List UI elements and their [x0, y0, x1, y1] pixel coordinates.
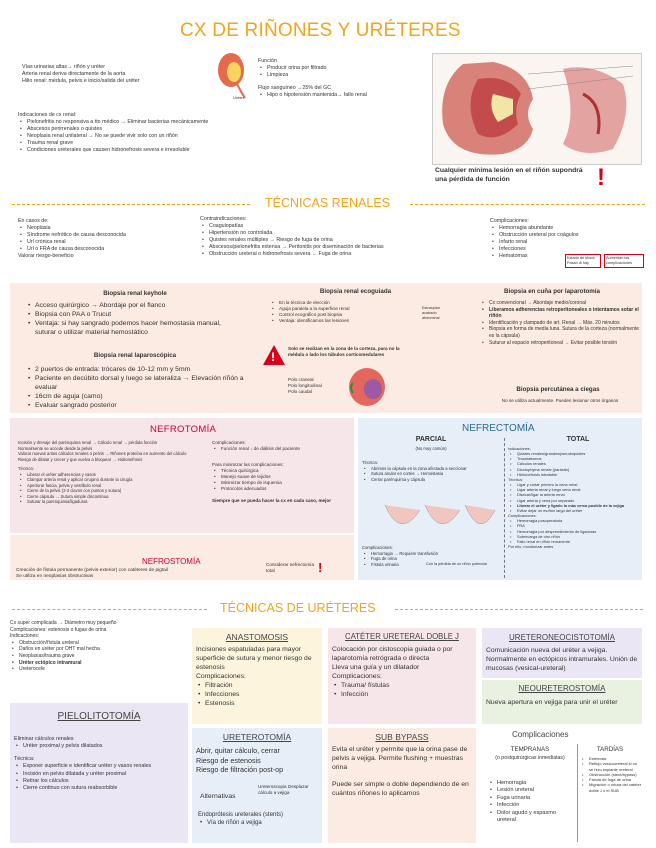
cat-item: • Infección [332, 691, 474, 700]
polo-craneal: Polo craneal [288, 377, 314, 382]
neu-title: NEOURETEROSTOMÍA [518, 684, 606, 693]
ureter-label: Uréter [233, 95, 245, 100]
anast-block [196, 646, 320, 709]
cuna-item: • Identificación y clampado de art. Renal → Máx. 20 minutos [480, 320, 640, 327]
ind-item: • Obstrucción/fístula ureteral [10, 640, 190, 647]
tecnica-title: Técnica: [18, 466, 34, 472]
cat-comp: Complicaciones: [332, 672, 382, 680]
contra-item: • Coagulopatías [200, 223, 490, 230]
nefrostomia-line: Se utiliza en neoplasias obstructivas [16, 574, 94, 580]
temp-item: • Hemorragia [488, 780, 574, 787]
urt-alt-note: Ureteroscopia Desplazar cálculo a vejiga [258, 784, 309, 796]
pielo-tec-item: • Incisión en pelvis dilatada y uréter proximal [14, 771, 184, 778]
comp-item: • Infecciones [490, 246, 640, 253]
tard-title: TARDÍAS [596, 746, 624, 753]
cateter-title: CATÉTER URETERAL DOBLE J [345, 632, 459, 641]
cat-item: • Trauma/ fístulas [332, 682, 474, 691]
temp-block [488, 780, 574, 824]
cuna-item: • Liberamos adherencias retroperitoneales o intentamos sotar el riñón [480, 307, 640, 320]
cat-text: Colocación por cistoscopia guiada o por laparotomía retrógrada o directa [332, 646, 453, 662]
contra-item: • Obstrucción ureteral o hidronefrosis severa → Fuga de orina [200, 251, 490, 258]
tec-item: • Ligar arteria y vena por separado [508, 498, 640, 503]
cuna-item: • Suturar al espacio retroperitoneal → Evitar posible torsión [480, 340, 640, 347]
casos-block [18, 218, 193, 260]
indicacion-item: • Abscesos perirrenales o quistes [18, 126, 428, 133]
parcial-title: PARCIAL [415, 436, 447, 443]
temp-item: • Fuga urinaria [488, 795, 574, 802]
polos [288, 377, 348, 395]
ciegas-text: No se utiliza actualmente. Pueden lesionar otros órganos [501, 398, 619, 403]
eco-warning: Solo se realizan en la zona de la corteza, para no la médula o lado los túbulos corticomedulares [288, 346, 400, 358]
warning-text: Cualquier mínima lesión en el riñón supondrá una pérdida de función [435, 167, 583, 183]
urt-block [196, 746, 321, 775]
tec-title: Técnica: [508, 476, 523, 482]
ind-title: Indicaciones: [10, 633, 40, 640]
eco-item: • Aguja paralela a la superficie renal [270, 306, 420, 312]
para-item: • Manejo suave de tejidos [212, 474, 352, 480]
divider [504, 438, 505, 578]
urt-text: Abrir, quitar cálculo, cerrar [196, 746, 280, 755]
tec-item: • Liberar el uréter y ligarlo lo más cerca posible de la vejiga [508, 503, 640, 508]
temp-item: • Infección [488, 802, 574, 809]
keyhole-item: • Acceso quirúrgico → Abordaje por el flanco [26, 302, 241, 311]
anast-item: • Filtración [196, 682, 320, 691]
neo-text: Comunicación nueva del uréter a vejiga. Normalmente en ectópicos intramurales. Unión de mucosas (vesical-ureteral) [486, 647, 638, 672]
cuna-item: • Biopsia en forma de media luna. Sutura de la corteza (normalmente es la cápsula) [480, 326, 640, 339]
caso-item: • Neoplasia [18, 225, 193, 232]
pielo-tec: Técnica: [14, 756, 35, 763]
indic-item: • Traumatismos [508, 456, 640, 461]
pielo-title: PIELOLITOTOMÍA [57, 711, 141, 722]
comp-title: Complicaciones: [490, 218, 529, 224]
tec-item: • Ligar y cortar primero la vena renal [508, 482, 640, 487]
indicacion-item: • Trauma renal grave [18, 140, 428, 147]
flujo-text: Flujo sanguíneo →25% del GC [258, 84, 332, 91]
indicacion-item: • Condiciones ureterales que causen hidronefrosis severa e irresoluble [18, 147, 428, 154]
caso-item: • Síndrome nefrótico de causa desconocida [18, 232, 193, 239]
caso-item: • Url o FRA de causa desconocida [18, 246, 193, 253]
indic-item: • Dioctophyma renale (parásito) [508, 467, 640, 472]
urt-endo-item: • Vía de riñón a vejiga [198, 820, 323, 828]
lap-title: Biopsia renal laparoscópica [93, 352, 177, 359]
nefrotomia-line: Valorar nuevas antes cálculos renales o pelvis → Riñones proteína en aumento del cálculo [18, 451, 187, 457]
lap-item: • Paciente en decúbito dorsal y luego se lateraliza → Elevación riñón a evaluar [26, 375, 251, 393]
para-item: • Minimizar tiempo de isquemia [212, 480, 352, 486]
cateter-block [332, 646, 474, 700]
nefrectomia-illustration [380, 500, 500, 542]
pielo-tec-item: • Exponer superficie e identificar uréter y vasos renales [14, 763, 184, 770]
para-item: • Técnica quirúrgica [212, 468, 352, 474]
sub-text: Evita el uréter y permite que la orina pase de pelvis a vejiga. Permite flushing + muestras orina [332, 746, 468, 771]
cat-text2: Lleva una guía y un dilatador [332, 663, 420, 671]
funcion-title: Función [258, 58, 277, 64]
tecnica-item: • Clampar arteria renal y aplicar cirujano durante la cirugía [18, 477, 203, 483]
tec-item: • Ligar arteria renal y luego vena renal [508, 487, 640, 492]
sub-block [332, 746, 474, 799]
nefrotomia-line: Normalmente se accede desde la pelvis [18, 445, 93, 451]
ciegas-title: Biopsia percutánea a ciegas [516, 386, 600, 393]
tecnica-item: • Cierre de la pelvis (2-3 clavos con puntos y sutura) [18, 488, 203, 494]
nefrostomia-line: Creación de fístula permanente (pelvis-exterior) con catéteres de pigtail [16, 568, 168, 573]
urt-text: Riesgo de estenosis [196, 755, 261, 765]
caso-item: • Url crónica renal [18, 239, 193, 246]
comp-item: • Obstrucción ureteral por coágulos [490, 232, 640, 239]
anast-text: Incisiones espatuladas para mayor superficie de sutura y menor riesgo de estenosis [196, 646, 312, 671]
cuna-note: Estrasplan acabado abdominal [422, 306, 440, 320]
comp-heading: Complicaciones [512, 730, 569, 739]
pielo-item: • Uréter proximal y pelvis dilatados [14, 743, 184, 750]
funcion-item: • Producir orina por filtrado [258, 65, 428, 72]
urt-endo: Endoprótesis ureterales (stents) [198, 812, 284, 818]
casos-title: En casos de: [18, 218, 49, 224]
pielo-tec-item: • Retirar los cálculos [14, 778, 184, 785]
page-title: CX DE RIÑONES Y URÉTERES [180, 20, 461, 41]
exclamation-icon: ! [318, 560, 323, 575]
indicacion-item: • Neoplasia renal unilateral → No se puede vivir solo con un riñón [18, 133, 428, 140]
tecnica-item: • Abrimos la cápsula en la zona afectada a seccionar [362, 466, 502, 472]
indic-item: • Quistes renales/grandes/pseudoquistes [508, 451, 640, 456]
tecnica-item: • Suturar la parenquimia/ligaduras [18, 499, 203, 505]
funcion-block [258, 58, 428, 99]
lap-item: • 16cm de aguja (camo) [26, 393, 251, 402]
kidney-anatomy-image [432, 53, 642, 165]
comp-item: • Fístula urinaria [362, 562, 502, 568]
eco-block [270, 300, 420, 324]
tard-item: • Obstrucción (stent/bypass) [580, 772, 642, 777]
comp-title: Complicaciones: [362, 545, 393, 550]
tecnica-item: • Liberar el uréter adherencias y vasos [18, 472, 203, 478]
keyhole-block [26, 302, 241, 338]
comp-item: • Hemorragia → Requiere transfusión [362, 551, 502, 557]
anast-title: ANASTOMOSIS [225, 632, 289, 642]
tecnica-item: • Sutura anular en cortes → Hemostasia [362, 471, 502, 477]
intro-line: Hilio renal: médula, pelvis e inicio/salida del uréter [22, 77, 140, 84]
sub-text2: Puede ser simple o doble dependiendo de en cuántos riñones lo aplicamos [332, 780, 469, 797]
keyhole-item: • Biopsia con PAA o Trucut [26, 311, 241, 320]
nefrotomia-line: Riesgo de dilatar y crecer y que vuelva a bloquear → Hidronefrosis [18, 456, 143, 462]
indic-item: • Hidronefrosis intratable [508, 472, 640, 477]
nefrotomia-heading: NEFROTOMÍA [150, 424, 217, 435]
casos-extra: Valorar riesgo-beneficio [18, 252, 74, 259]
para-item: • Protocolos adecuados [212, 486, 352, 492]
nefrectomia-heading: NEFRECTOMÍA [462, 423, 535, 434]
eco-title: Biopsia renal ecoguiada [319, 288, 392, 295]
eco-item: • Ventaja: identificamos las lesiones [270, 318, 420, 324]
comp-item: • Hemorragia abundante [490, 225, 640, 232]
nefrostomia-text [16, 568, 276, 581]
comp-note-line: Estado de shock [567, 256, 596, 260]
eco-item: • En la técnica de elección [270, 300, 420, 306]
temp-item: • Dolor agudo y espasmo ureteral [488, 810, 574, 825]
nefrotomia-lines [18, 440, 203, 505]
lap-item: • 2 puertos de entrada: trócares de 10-12 mm y 5mm [26, 366, 251, 375]
comp-title: Complicaciones: [212, 440, 246, 445]
comp-note [565, 254, 601, 268]
anast-item: • Infecciones [196, 691, 320, 700]
nefrotomia-line: Incisión y drenaje del parénquima renal → Cálculo renal → pérdida función [18, 440, 158, 445]
kidney-biopsy-illustration [345, 365, 395, 407]
tard-item: • Fístula de fuga de orina [580, 777, 642, 782]
pielo-block [14, 736, 184, 792]
cuna-title: Biopsia en cuña por laparotomía [504, 288, 600, 295]
pielo-line: Eliminar cálculos renales [14, 736, 74, 742]
cuna-item: • Cx convencional → Abordaje medio/coronal [480, 300, 640, 307]
urt-text: Riesgo de filtración post-op [196, 765, 284, 774]
lap-item: • Evaluar sangrado posterior [26, 402, 251, 411]
urt-title: URETEROTOMÍA [222, 732, 292, 742]
keyhole-item: • Ventaja: si hay sangrado podemos hacer hemostasia manual, suturar o utilizar material hemostático [26, 320, 241, 338]
parcial-tecnica [362, 460, 502, 482]
comp2-item: • Fallo renal en riñón remanente [508, 539, 640, 544]
urt-alt: Alternativas [200, 793, 236, 800]
intro-lines [22, 64, 222, 85]
indic-item: • Cálculos renales [508, 461, 640, 466]
contra-title: Contraindicaciones: [200, 216, 247, 222]
pielo-tec-item: • Cierre continuo con sutura reabsorbible [14, 785, 184, 792]
ind-item: • Uréter ectópico intramural [10, 660, 190, 667]
comp-item: • Fuga de orina [362, 556, 502, 562]
intro-line: Arteria renal deriva directamente de la aorta [22, 70, 126, 77]
nefrostomia-side: Considerar nefrectomía total [266, 562, 315, 574]
comp-note-line: Pasan dl hay [567, 261, 589, 265]
warning-mark: ! [271, 350, 275, 364]
tard-block [580, 756, 642, 793]
comp2-item: • Hemorragia posoperatoria [508, 518, 640, 523]
temp-item: • Lesión ureteral [488, 787, 574, 794]
tecnica-item: • Cerrar parénquima y cápsula [362, 477, 502, 483]
parcial-comp-note: Con la pérdida de un riñón potencial [426, 562, 488, 566]
funcion-item: • Limpieza [258, 72, 428, 79]
ind-item: • Ureterocele [10, 666, 190, 673]
tard-item: • Reflujo vesicoureteral si no se hizo implante ureteral [580, 761, 642, 772]
anast-comp: Complicaciones: [196, 672, 246, 680]
nefrotomia-comp [212, 440, 352, 505]
anast-item: • Estenosis [196, 700, 320, 709]
tec-item: • Evitar dejar un muñón largo del uréter [508, 508, 640, 513]
intro-line: Vías urinarias altas→ riñón y uréter [22, 64, 106, 70]
comp-item: • Hematomas [490, 253, 640, 260]
urt-endo-block [198, 812, 323, 828]
ureteres-line: Complicaciones: estenosis o fugas de orina [10, 626, 107, 633]
sub-title: SUB BYPASS [375, 732, 429, 742]
comp-item: • Infarto renal [490, 239, 640, 246]
total-title: TOTAL [566, 436, 590, 443]
eco-item: • Control ecográfico post biopsia [270, 312, 420, 318]
tec-item: • Disecar/ligar la arteria renal [508, 492, 640, 497]
comp2-item: • Sobrecarga de otro riñón [508, 534, 640, 539]
tecnica-item: • Cierre cápsula → Sutura simple discontinua [18, 494, 203, 500]
divider [410, 204, 645, 205]
section-heading-ureteres: TÉCNICAS DE URÉTERES [220, 601, 376, 615]
polo-caudal: Polo caudal [288, 389, 313, 395]
neu-text: Nueva apertura en vejiga para unir el uréter [486, 699, 618, 706]
lap-block [26, 366, 251, 411]
indic-title: Indicaciones: [508, 446, 531, 451]
tecnica-title: Técnica: [362, 460, 378, 465]
keyhole-title: Biopsia renal keyhole [103, 290, 167, 297]
flujo-item: • Hipo o hipotensión mantenida→ fallo renal [258, 92, 428, 99]
comp2-item: • Hemorragia por desprendimiento de ligaduras [508, 529, 640, 534]
divider [395, 609, 643, 610]
indicaciones-title: Indicaciones de cx renal: [18, 112, 77, 118]
nefrostomia-heading: NEFROSTOMÍA [142, 557, 201, 566]
divider [12, 204, 250, 205]
comp2-note: Por ello, monitorizar antes [508, 543, 554, 549]
tard-item: • Migración o rotura del catéter doble J o el SUB [580, 782, 642, 793]
ind-item: • Daños en uréter por OHT mal hecha [10, 646, 190, 653]
temp-title: TEMPRANAS [510, 746, 550, 753]
comp-item: • Función renal ↓ de diálisis del paciente [212, 446, 352, 452]
polo-longitudinal: Polo longitudinal [288, 383, 322, 389]
contraindicaciones-block [200, 216, 490, 258]
parcial-sub: (No muy común) [415, 446, 447, 451]
divider [12, 609, 207, 610]
tard-item: • Estenosis [580, 756, 642, 761]
contra-item: • Abscesos/pielonefritis extensa → Peritonitis por diseminación de bacterias [200, 244, 490, 251]
comp-note-aumentan: Aumentan las complicaciones [604, 254, 644, 268]
exclamation-icon: ! [597, 164, 605, 191]
tecnica-item: • Aperturar fascia, pelvis y vestíbulo renal [18, 483, 203, 489]
ureteres-intro [10, 620, 190, 673]
indicacion-item: • Pielonefritis no responsiva a tto médico → Eliminar bacterias mecánicamente [18, 119, 428, 126]
indicaciones-block [18, 112, 428, 154]
temp-sub: (o postquirúrgicas inmediatas) [495, 755, 565, 761]
divider [577, 744, 578, 842]
section-heading-tecnicas-renales: TÉCNICAS RENALES [265, 196, 391, 210]
contra-item: • Quistes renales múltiples → Riesgo de fuga de orina [200, 237, 490, 244]
comp2-title: Complicaciones: [508, 513, 537, 519]
comp2-item: • FRA [508, 523, 640, 528]
cuna-block [480, 300, 640, 346]
ureteres-line: Cx super complicada → Diámetro muy pequeño [10, 620, 117, 626]
total-block [508, 446, 640, 549]
para-title: Para minimizar las complicaciones: [212, 462, 284, 468]
contra-item: • Hipertensión no controlada [200, 230, 490, 237]
ind-item: • Neoplasias/trauma grave [10, 653, 190, 660]
nefrotomia-note: Siempre que se pueda hacer la cx en cada caso, mejor [212, 498, 331, 504]
neo-title: URETERONEOCISTOTOMÍA [509, 633, 615, 642]
